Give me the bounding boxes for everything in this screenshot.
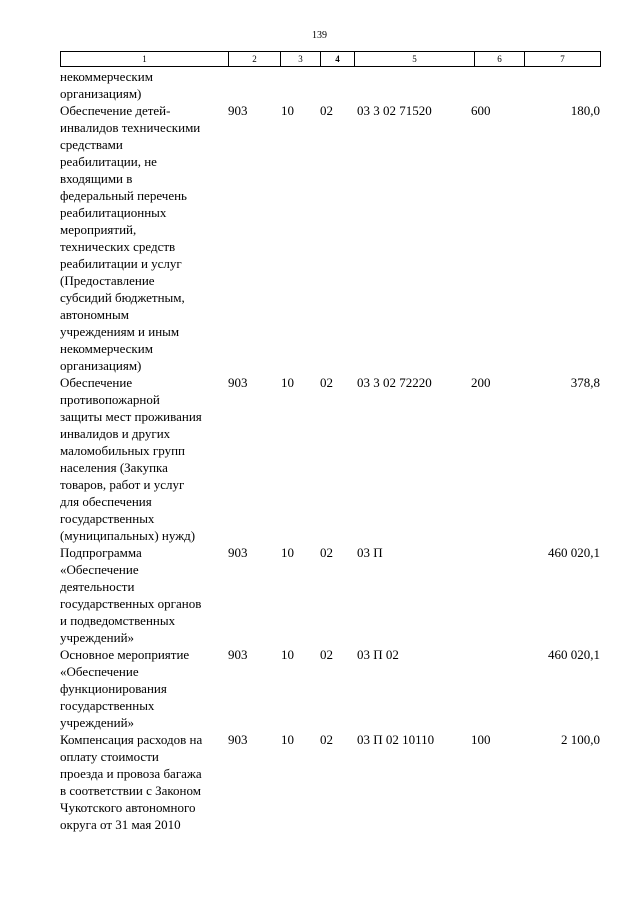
row-description: Основное мероприятие «Обеспечение функционирования государственных учреждений» xyxy=(60,647,190,730)
row-description: некоммерческим организациям) xyxy=(60,69,153,101)
row-target-code: 03 П xyxy=(357,545,383,560)
row-amount: 180,0 xyxy=(570,103,600,118)
row-section-code: 10 xyxy=(281,545,294,560)
row-amount: 460 020,1 xyxy=(548,545,600,560)
row-section-code: 10 xyxy=(281,647,294,662)
row-expense-type: 200 xyxy=(471,375,491,390)
table-row xyxy=(60,646,600,731)
budget-rows xyxy=(60,68,600,833)
row-ministry-code: 903 xyxy=(228,545,248,560)
column-header-table xyxy=(60,51,601,67)
row-description: Компенсация расходов на оплату стоимости проезда и провоза багажа в соответствии с Законом Чукотского автономного округа от 31 мая 2010 xyxy=(60,732,203,832)
row-amount: 378,8 xyxy=(570,375,600,390)
row-subsection-code: 02 xyxy=(320,545,333,560)
column-header-2: 2 xyxy=(229,52,281,67)
table-row xyxy=(60,731,600,833)
table-row xyxy=(60,544,600,646)
row-target-code: 03 3 02 72220 xyxy=(357,375,432,390)
row-subsection-code: 02 xyxy=(320,647,333,662)
row-expense-type: 100 xyxy=(471,732,491,747)
row-target-code: 03 П 02 xyxy=(357,647,399,662)
column-header-1: 1 xyxy=(61,52,229,67)
page-number: 139 xyxy=(312,30,327,41)
column-header-4: 4 xyxy=(321,52,355,67)
column-header-6: 6 xyxy=(475,52,525,67)
row-section-code: 10 xyxy=(281,375,294,390)
row-ministry-code: 903 xyxy=(228,375,248,390)
table-row xyxy=(60,102,600,374)
row-subsection-code: 02 xyxy=(320,103,333,118)
row-ministry-code: 903 xyxy=(228,647,248,662)
row-section-code: 10 xyxy=(281,732,294,747)
row-amount: 2 100,0 xyxy=(561,732,600,747)
row-description: Подпрограмма «Обеспечение деятельности государственных органов и подведомственных учреждений» xyxy=(60,545,202,645)
row-ministry-code: 903 xyxy=(228,103,248,118)
row-expense-type: 600 xyxy=(471,103,491,118)
row-amount: 460 020,1 xyxy=(548,647,600,662)
column-header-3: 3 xyxy=(281,52,321,67)
row-ministry-code: 903 xyxy=(228,732,248,747)
row-description: Обеспечение противопожарной защиты мест проживания инвалидов и других маломобильных групп населения (Закупка товаров, работ и услуг для обеспечения государственных (муниципальных) нужд) xyxy=(60,375,202,543)
column-header-row xyxy=(61,52,601,67)
column-header-7: 7 xyxy=(525,52,601,67)
row-target-code: 03 3 02 71520 xyxy=(357,103,432,118)
row-section-code: 10 xyxy=(281,103,294,118)
row-description: Обеспечение детей- инвалидов техническими средствами реабилитации, не входящими в федеральный перечень реабилитационных мероприятий, технических средств реабилитации и услуг (Предоставление субсидий бюджетным, автономным учреждениям и иным некоммерческим организациям) xyxy=(60,103,201,373)
row-subsection-code: 02 xyxy=(320,375,333,390)
row-target-code: 03 П 02 10110 xyxy=(357,732,435,747)
table-row xyxy=(60,68,600,102)
table-row xyxy=(60,374,600,544)
column-header-5: 5 xyxy=(355,52,475,67)
row-subsection-code: 02 xyxy=(320,732,333,747)
